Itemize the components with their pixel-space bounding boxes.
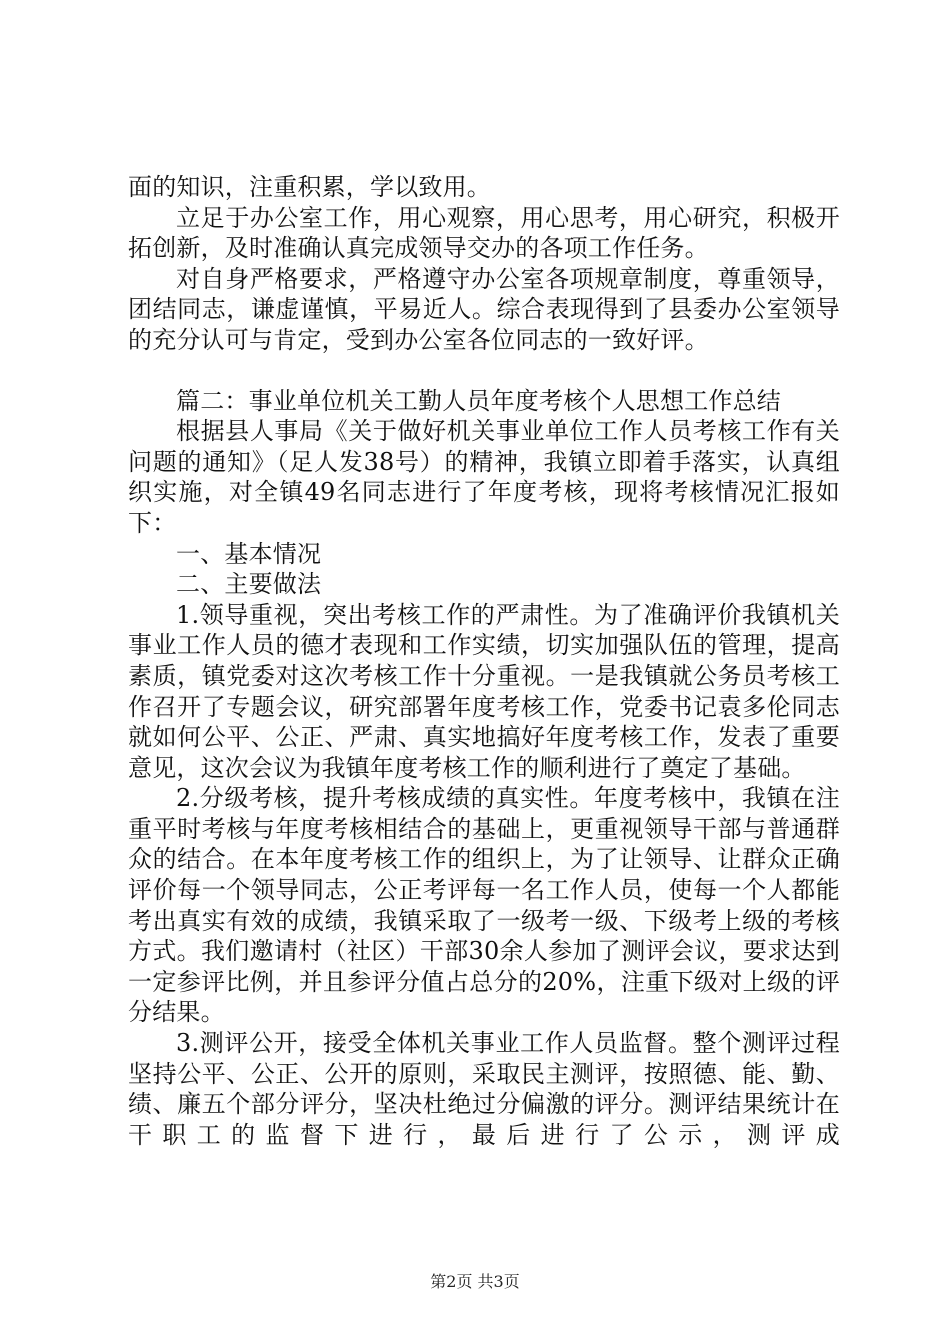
section-gap bbox=[128, 356, 840, 386]
paragraph-5: 根据县人事局《关于做好机关事业单位工作人员考核工作有关问题的通知》（足人发38号）的精神，我镇立即着手落实，认真组织实施，对全镇49名同志进行了年度考核，现将考核情况汇报如下： bbox=[128, 417, 840, 537]
heading-basic-situation: 一、基本情况 bbox=[176, 539, 322, 568]
paragraph-practice-1: 1.领导重视，突出考核工作的严肃性。为了准确评价我镇机关事业工作人员的德才表现和工作实绩，切实加强队伍的管理，提高素质，镇党委对这次考核工作十分重视。一是我镇就公务员考核工作召开了专题会议，研究部署年度考核工作，党委书记袁多伦同志就如何公平、公正、严肃、真实地搞好年度考核工作，发表了重要意见，这次会议为我镇年度考核工作的顺利进行了奠定了基础。 bbox=[128, 600, 840, 782]
paragraph-2: 立足于办公室工作，用心观察，用心思考，用心研究，积极开拓创新，及时准确认真完成领导交办的各项工作任务。 bbox=[128, 203, 840, 263]
page-footer: 第2页 共3页 bbox=[430, 1272, 520, 1291]
document-body bbox=[128, 172, 840, 1150]
paragraph-practice-3: 3.测评公开，接受全体机关事业工作人员监督。整个测评过程坚持公平、公正、公开的原则，采取民主测评，按照德、能、勤、绩、廉五个部分评分，坚决杜绝过分偏激的评分。测评结果统计在干职工的监督下进行，最后进行了公示，测评成 bbox=[128, 1029, 840, 1149]
paragraph-practice-2: 2.分级考核，提升考核成绩的真实性。年度考核中，我镇在注重平时考核与年度考核相结合的基础上，更重视领导干部与普通群众的结合。在本年度考核工作的组织上，为了让领导、让群众正确评价每一个领导同志，公正考评每一名工作人员，使每一个人都能考出真实有效的成绩，我镇采取了一级考一级、下级考上级的考核方式。我们邀请村（社区）干部30余人参加了测评会议，要求达到一定参评比例，并且参评分值占总分的20%，注重下级对上级的评分结果。 bbox=[128, 784, 840, 1027]
paragraph-3: 对自身严格要求，严格遵守办公室各项规章制度，尊重领导，团结同志，谦虚谨慎，平易近人。综合表现得到了县委办公室领导的充分认可与肯定，受到办公室各位同志的一致好评。 bbox=[128, 264, 840, 354]
heading-main-practices: 二、主要做法 bbox=[176, 570, 322, 599]
section-title: 篇二：事业单位机关工勤人员年度考核个人思想工作总结 bbox=[176, 386, 781, 415]
paragraph-1: 面的知识，注重积累，学以致用。 bbox=[128, 173, 491, 201]
